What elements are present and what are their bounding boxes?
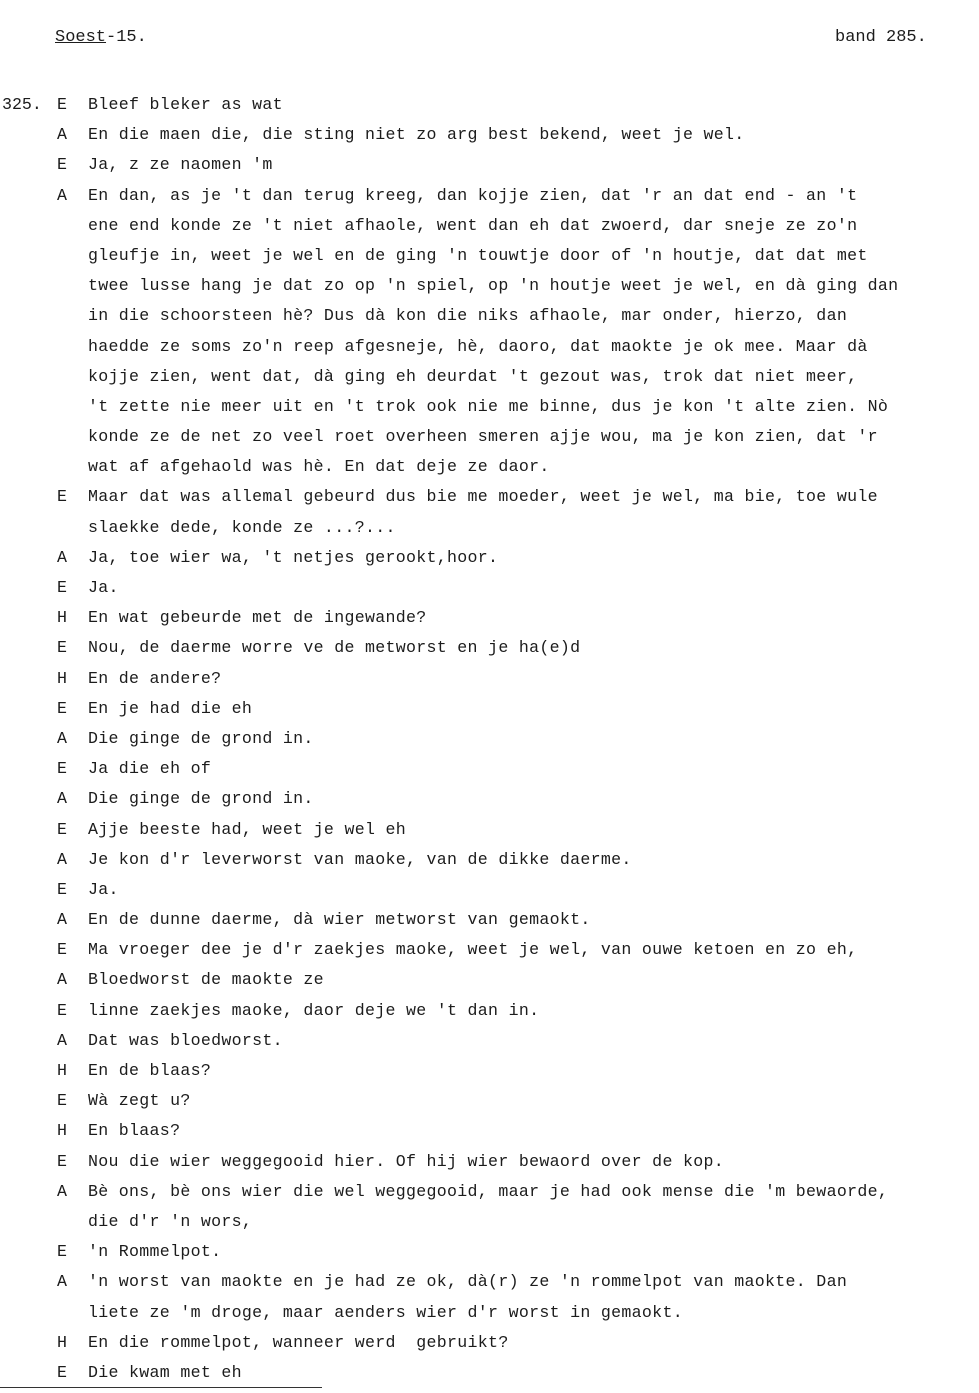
transcript-line: Bloedworst de maokte ze [88,970,324,990]
speaker-label: H [57,1061,67,1080]
speaker-label: A [57,185,67,205]
speaker-label: E [57,1242,67,1262]
transcript-line: liete ze 'm droge, maar aenders wier d'r worst in gemaokt. [88,1302,683,1322]
transcript-line: Die ginge de grond in. [88,789,314,809]
transcript-turn [0,1086,979,1116]
transcript-turn [0,724,979,754]
speaker-label: A [57,547,67,567]
transcript-turn [0,573,979,603]
transcript-line: haedde ze soms zo'n reep afgesneje, hè, daoro, dat maokte je ok mee. Maar dà [88,336,868,356]
transcript-line: Wà zegt u? [88,1091,191,1111]
transcript-turn [0,664,979,694]
transcript-turn [0,90,979,120]
transcript-turn [0,482,979,542]
transcript-line: Bè ons, bè ons wier die wel weggegooid, maar je had ook mense die 'm bewaorde, [88,1181,889,1201]
transcript-line: Die ginge de grond in. [88,728,314,748]
transcript-line: En de dunne daerme, dà wier metworst van gemaokt. [88,910,591,930]
transcript-turn [0,1147,979,1177]
transcript-line: En je had die eh [88,698,253,718]
transcript-turn [0,784,979,814]
speaker-label: E [57,1151,67,1171]
transcript-line: ene end konde ze 't niet afhaole, went dan eh dat zwoerd, dar sneje ze zo'n [88,215,858,235]
transcript-turn [0,603,979,633]
speaker-label: A [57,789,67,809]
transcript-turn [0,875,979,905]
footer-rule [0,1387,322,1388]
transcript-turn [0,1116,979,1146]
transcript-turn [0,1328,979,1358]
speaker-label: A [57,1030,67,1050]
transcript-turn [0,965,979,995]
transcript-line: die d'r 'n wors, [88,1211,253,1231]
transcript-line: En blaas? [88,1121,181,1141]
transcript-turn [0,633,979,663]
speaker-label: H [57,668,67,688]
transcript-line: Ajje beeste had, weet je wel eh [88,819,406,839]
transcript-line: En die maen die, die sting niet zo arg best bekend, weet je wel. [88,125,745,145]
transcript-line: En dan, as je 't dan terug kreeg, dan kojje zien, dat 'r an dat end - an 't [88,185,858,205]
speaker-label: E [57,638,67,658]
transcript-turn [0,1237,979,1267]
transcript-line: 'n worst van maokte en je had ze ok, dà(r) ze 'n rommelpot van maokte. Dan [88,1272,848,1292]
transcript-line: Nou, de daerme worre ve de metworst en je ha(e)d [88,638,581,658]
transcript-line: Ja. [88,879,119,899]
transcript-line: Die kwam met eh [88,1362,242,1382]
speaker-label: A [57,125,67,145]
speaker-label: E [57,155,67,175]
speaker-label: E [57,759,67,779]
transcript-line: En wat gebeurde met de ingewande? [88,608,427,628]
transcript-line: En de andere? [88,668,222,688]
tape-number: band 285. [835,28,927,47]
place-name: Soest [55,28,107,47]
transcript-line: linne zaekjes maoke, daor deje we 't dan in. [88,1000,540,1020]
transcript-line: Je kon d'r leverworst van maoke, van de dikke daerme. [88,849,632,869]
transcript-line: Ja, z ze naomen 'm [88,155,273,175]
transcript-line: Ja die eh of [88,759,212,779]
transcript-turn [0,996,979,1026]
transcript-turn [0,815,979,845]
transcript-line: En de blaas? [88,1061,212,1080]
transcript-turn [0,754,979,784]
transcript-line: En die rommelpot, wanneer werd gebruikt? [88,1332,509,1352]
transcript-turn [0,1267,979,1327]
speaker-label: E [57,1362,67,1382]
speaker-label: A [57,970,67,990]
transcript-line: gleufje in, weet je wel en de ging 'n touwtje door of 'n houtje, dat dat met [88,245,868,265]
transcript-line: Ja, toe wier wa, 't netjes gerookt,hoor. [88,547,499,567]
transcript-line: Bleef bleker as wat [88,95,283,114]
transcript-line: wat af afgehaold was hè. En dat deje ze daor. [88,457,550,477]
speaker-label: E [57,1000,67,1020]
speaker-label: A [57,849,67,869]
transcript-line: kojje zien, went dat, dà ging eh deurdat 't gezout was, trok dat niet meer, [88,366,858,386]
transcript-turn [0,1026,979,1056]
speaker-label: A [57,910,67,930]
transcript-turn [0,181,979,483]
transcript-line: Ja. [88,578,119,597]
speaker-label: A [57,1272,67,1292]
speaker-label: H [57,1121,67,1141]
speaker-label: A [57,1181,67,1201]
transcript [0,90,979,1388]
speaker-label: E [57,95,67,114]
speaker-label: A [57,728,67,748]
transcript-turn [0,1358,979,1388]
transcript-turn [0,694,979,724]
speaker-label: E [57,1091,67,1111]
header-place [55,28,147,47]
transcript-turn [0,845,979,875]
speaker-label: E [57,940,67,960]
transcript-turn [0,935,979,965]
speaker-label: E [57,698,67,718]
page-number: 325. [2,95,42,114]
transcript-line: Nou die wier weggegooid hier. Of hij wier bewaord over de kop. [88,1151,724,1171]
speaker-label: E [57,879,67,899]
transcript-line: 't zette nie meer uit en 't trok ook nie me binne, dus je kon 't alte zien. Nò [88,396,889,416]
transcript-line: Maar dat was allemal gebeurd dus bie me moeder, weet je wel, ma bie, toe wule [88,487,878,507]
transcript-turn [0,150,979,180]
speaker-label: E [57,819,67,839]
transcript-turn [0,120,979,150]
place-suffix: -15. [106,28,147,47]
transcript-line: konde ze de net zo veel roet overheen smeren ajje wou, ma je kon zien, dat 'r [88,427,878,447]
transcript-line: Dat was bloedworst. [88,1030,283,1050]
transcript-turn [0,1177,979,1237]
transcript-turn [0,1056,979,1086]
transcript-line: twee lusse hang je dat zo op 'n spiel, op 'n houtje weet je wel, en dà ging dan [88,276,899,296]
transcript-line: 'n Rommelpot. [88,1242,222,1262]
speaker-label: E [57,487,67,507]
transcript-line: slaekke dede, konde ze ...?... [88,517,396,537]
speaker-label: H [57,1332,67,1352]
transcript-turn [0,543,979,573]
speaker-label: H [57,608,67,628]
speaker-label: E [57,578,67,597]
transcript-turn [0,905,979,935]
transcript-line: Ma vroeger dee je d'r zaekjes maoke, weet je wel, van ouwe ketoen en zo eh, [88,940,858,960]
transcript-line: in die schoorsteen hè? Dus dà kon die niks afhaole, mar onder, hierzo, dan [88,306,848,326]
